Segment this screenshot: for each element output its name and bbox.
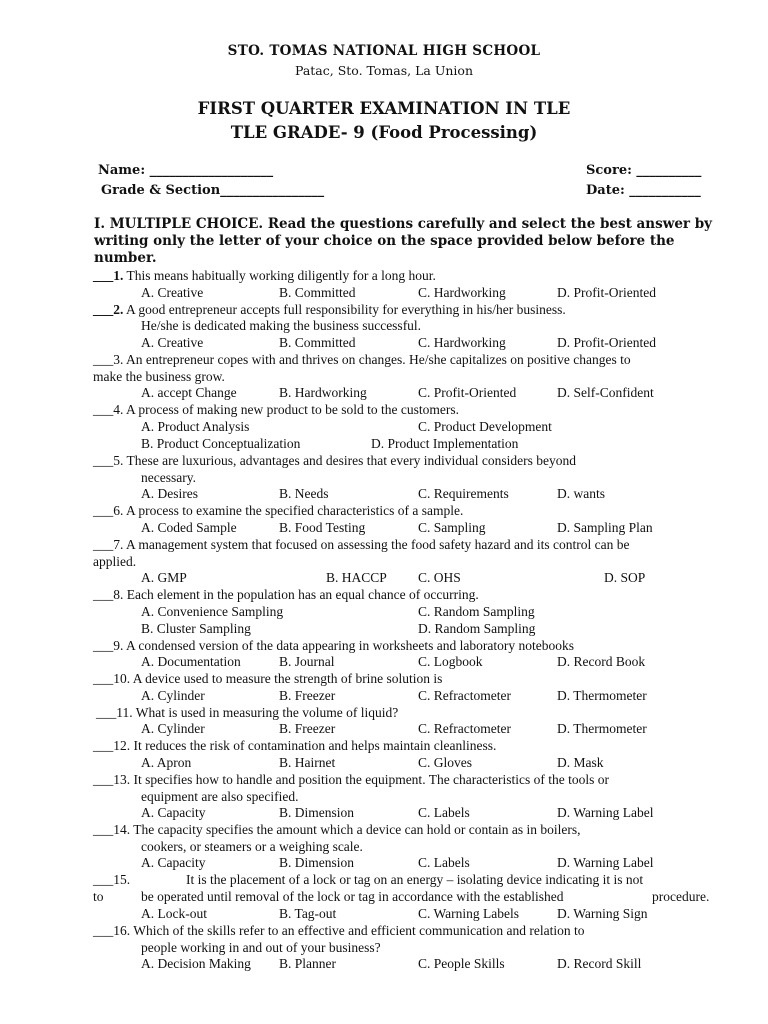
option: C. People Skills [418, 956, 505, 971]
option: A. accept Change [141, 385, 237, 400]
option: B. Hardworking [279, 385, 367, 400]
question-5: ___5. These are luxurious, advantages and desires that every individual considers beyond [93, 453, 576, 468]
date-field: Date: ___________ [586, 183, 701, 198]
question-text: applied. [93, 554, 137, 569]
option: B. Hairnet [279, 755, 336, 770]
option: B. Planner [279, 956, 336, 971]
question-15-number: ___15. [93, 872, 131, 887]
option: B. Cluster Sampling [141, 621, 251, 636]
option: B. Freezer [279, 721, 336, 736]
option: B. Committed [279, 285, 356, 300]
option: A. Creative [141, 285, 204, 300]
option: A. Desires [141, 486, 198, 501]
option: B. Journal [279, 654, 335, 669]
option: A. Apron [141, 755, 192, 770]
option: A. Product Analysis [141, 419, 250, 434]
option: D. wants [557, 486, 605, 501]
question-8: ___8. Each element in the population has an equal chance of occurring. [93, 587, 479, 602]
question-14: ___14. The capacity specifies the amount which a device can hold or contain as in boilers, [93, 822, 581, 837]
question-text: be operated until removal of the lock or tag in accordance with the established [141, 889, 564, 904]
option: D. Warning Label [557, 855, 654, 870]
question-number: ___1. [93, 268, 124, 283]
option: B. Food Testing [279, 520, 366, 535]
school-name: STO. TOMAS NATIONAL HIGH SCHOOL [227, 43, 541, 59]
option: B. Tag-out [279, 906, 337, 921]
question-16: ___16. Which of the skills refer to an effective and efficient communication and relation to [93, 923, 585, 938]
question-10: ___10. A device used to measure the strength of brine solution is [93, 671, 443, 686]
option: D. SOP [604, 570, 646, 585]
question-6: ___6. A process to examine the specified characteristics of a sample. [93, 503, 464, 518]
option: D. Warning Label [557, 805, 654, 820]
option: A. Lock-out [141, 906, 207, 921]
question-15: It is the placement of a lock or tag on an energy – isolating device indicating it is not [186, 872, 644, 887]
question-13: ___13. It specifies how to handle and position the equipment. The characteristics of the tools or [93, 772, 609, 787]
option: D. Record Book [557, 654, 646, 669]
option: B. Needs [279, 486, 329, 501]
option: B. Dimension [279, 805, 355, 820]
question-text: A good entrepreneur accepts full responsibility for everything in his/her business. [123, 302, 566, 317]
option: D. Mask [557, 755, 604, 770]
option: D. Thermometer [557, 721, 647, 736]
question-text: procedure. [652, 889, 710, 904]
option: A. GMP [141, 570, 187, 585]
option: A. Decision Making [141, 956, 251, 971]
option: A. Documentation [141, 654, 241, 669]
grade-section-field: Grade & Section________________ [101, 183, 325, 198]
question-text: cookers, or steamers or a weighing scale. [141, 839, 363, 854]
option: C. Random Sampling [418, 604, 535, 619]
option: B. Dimension [279, 855, 355, 870]
option: C. Refractometer [418, 721, 511, 736]
option: C. Hardworking [418, 335, 506, 350]
question-11: ___11. What is used in measuring the volume of liquid? [96, 705, 399, 720]
question-text: This means habitually working diligently for a long hour. [126, 268, 436, 283]
option: A. Capacity [141, 805, 206, 820]
option: A. Creative [141, 335, 204, 350]
question-text: people working in and out of your business? [141, 940, 381, 955]
option: C. Hardworking [418, 285, 506, 300]
option: C. OHS [418, 570, 461, 585]
option: C. Profit-Oriented [418, 385, 517, 400]
option: C. Gloves [418, 755, 472, 770]
question-7: ___7. A management system that focused on assessing the food safety hazard and its control can be [93, 537, 630, 552]
question-text: to [93, 889, 104, 904]
option: D. Product Implementation [371, 436, 519, 451]
question-1 [93, 268, 436, 284]
question-text: make the business grow. [93, 369, 225, 384]
option: D. Thermometer [557, 688, 647, 703]
option: B. HACCP [326, 570, 387, 585]
option: A. Cylinder [141, 688, 205, 703]
option: D. Self-Confident [557, 385, 654, 400]
option: A. Coded Sample [141, 520, 237, 535]
option: C. Warning Labels [418, 906, 520, 921]
question-number: ___2. [93, 302, 124, 317]
name-field: Name: ___________________ [98, 163, 274, 178]
option: A. Convenience Sampling [141, 604, 284, 619]
option: C. Labels [418, 855, 470, 870]
option: B. Product Conceptualization [141, 436, 301, 451]
option: C. Logbook [418, 654, 483, 669]
option: A. Capacity [141, 855, 206, 870]
question-text: He/she is dedicated making the business successful. [141, 318, 422, 333]
question-text: necessary. [141, 470, 196, 485]
option: D. Record Skill [557, 956, 642, 971]
option: B. Committed [279, 335, 356, 350]
option: B. Freezer [279, 688, 336, 703]
option: D. Sampling Plan [557, 520, 653, 535]
question-2 [93, 302, 566, 318]
school-address: Patac, Sto. Tomas, La Union [294, 63, 473, 78]
question-9: ___9. A condensed version of the data appearing in worksheets and laboratory notebooks [93, 638, 575, 653]
question-12: ___12. It reduces the risk of contamination and helps maintain cleanliness. [93, 738, 497, 753]
exam-subject: TLE GRADE- 9 (Food Processing) [230, 123, 538, 142]
instructions: I. MULTIPLE CHOICE. Read the questions carefully and select the best answer by writing only the letter of your choice on the space provided below before the number. [94, 216, 713, 266]
exam-title: FIRST QUARTER EXAMINATION IN TLE [197, 99, 571, 118]
option: C. Product Development [418, 419, 552, 434]
option: D. Profit-Oriented [557, 285, 656, 300]
option: C. Requirements [418, 486, 509, 501]
score-field: Score: __________ [586, 163, 702, 178]
option: C. Refractometer [418, 688, 511, 703]
option: C. Sampling [418, 520, 486, 535]
question-3: ___3. An entrepreneur copes with and thrives on changes. He/she capitalizes on positive changes to [93, 352, 631, 367]
option: A. Cylinder [141, 721, 205, 736]
option: D. Random Sampling [418, 621, 536, 636]
question-text: equipment are also specified. [141, 789, 299, 804]
option: D. Warning Sign [557, 906, 648, 921]
option: D. Profit-Oriented [557, 335, 656, 350]
option: C. Labels [418, 805, 470, 820]
question-4: ___4. A process of making new product to be sold to the customers. [93, 402, 459, 417]
